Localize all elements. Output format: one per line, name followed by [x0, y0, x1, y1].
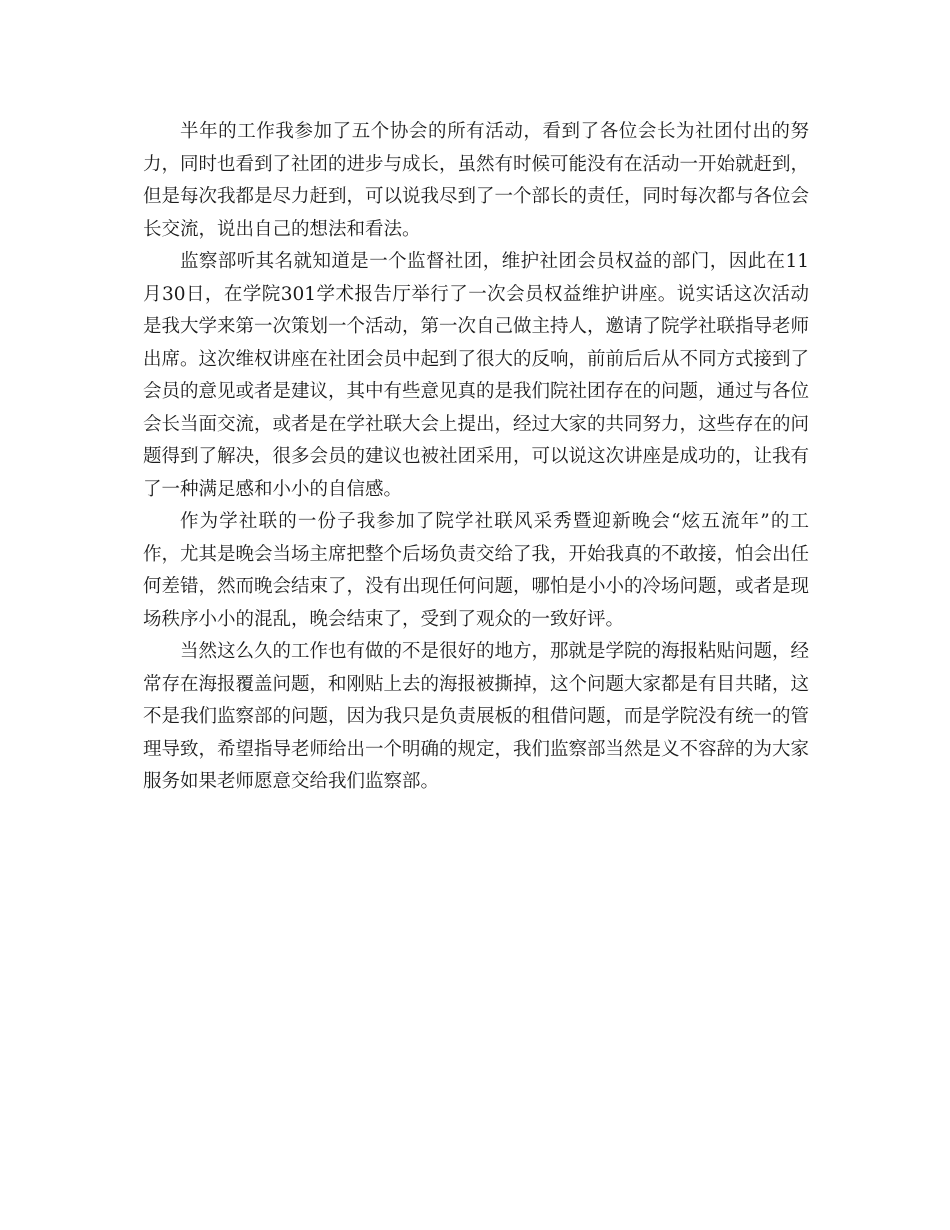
document-body [143, 116, 809, 799]
paragraph-activities: 半年的工作我参加了五个协会的所有活动，看到了各位会长为社团付出的努力，同时也看到了社团的进步与成长，虽然有时候可能没有在活动一开始就赶到，但是每次我都是尽力赶到，可以说我尽到了一个部长的责任，同时每次都与各位会长交流，说出自己的想法和看法。 [143, 121, 810, 240]
paragraph-gala: 作为学社联的一份子我参加了院学社联风采秀暨迎新晚会“炫五流年”的工作，尤其是晚会当场主席把整个后场负责交给了我，开始我真的不敢接，怕会出任何差错，然而晚会结束了，没有出现任何问题，哪怕是小小的冷场问题，或者是现场秩序小小的混乱，晚会结束了，受到了观众的一致好评。 [143, 511, 810, 630]
paragraph-posters: 当然这么久的工作也有做的不是很好的地方，那就是学院的海报粘贴问题，经常存在海报覆盖问题，和刚贴上去的海报被撕掉，这个问题大家都是有目共睹，这不是我们监察部的问题，因为我只是负责展板的租借问题，而是学院没有统一的管理导致，希望指导老师给出一个明确的规定，我们监察部当然是义不容辞的为大家服务如果老师愿意交给我们监察部。 [143, 641, 810, 792]
paragraph-lecture: 监察部听其名就知道是一个监督社团，维护社团会员权益的部门，因此在11月30日，在学院301学术报告厅举行了一次会员权益维护讲座。说实话这次活动是我大学来第一次策划一个活动，第一次自己做主持人，邀请了院学社联指导老师出席。这次维权讲座在社团会员中起到了很大的反响，前前后后从不同方式接到了会员的意见或者是建议，其中有些意见真的是我们院社团存在的问题，通过与各位会长当面交流，或者是在学社联大会上提出，经过大家的共同努力，这些存在的问题得到了解决，很多会员的建议也被社团采用，可以说这次讲座是成功的，让我有了一种满足感和小小的自信感。 [143, 251, 810, 500]
